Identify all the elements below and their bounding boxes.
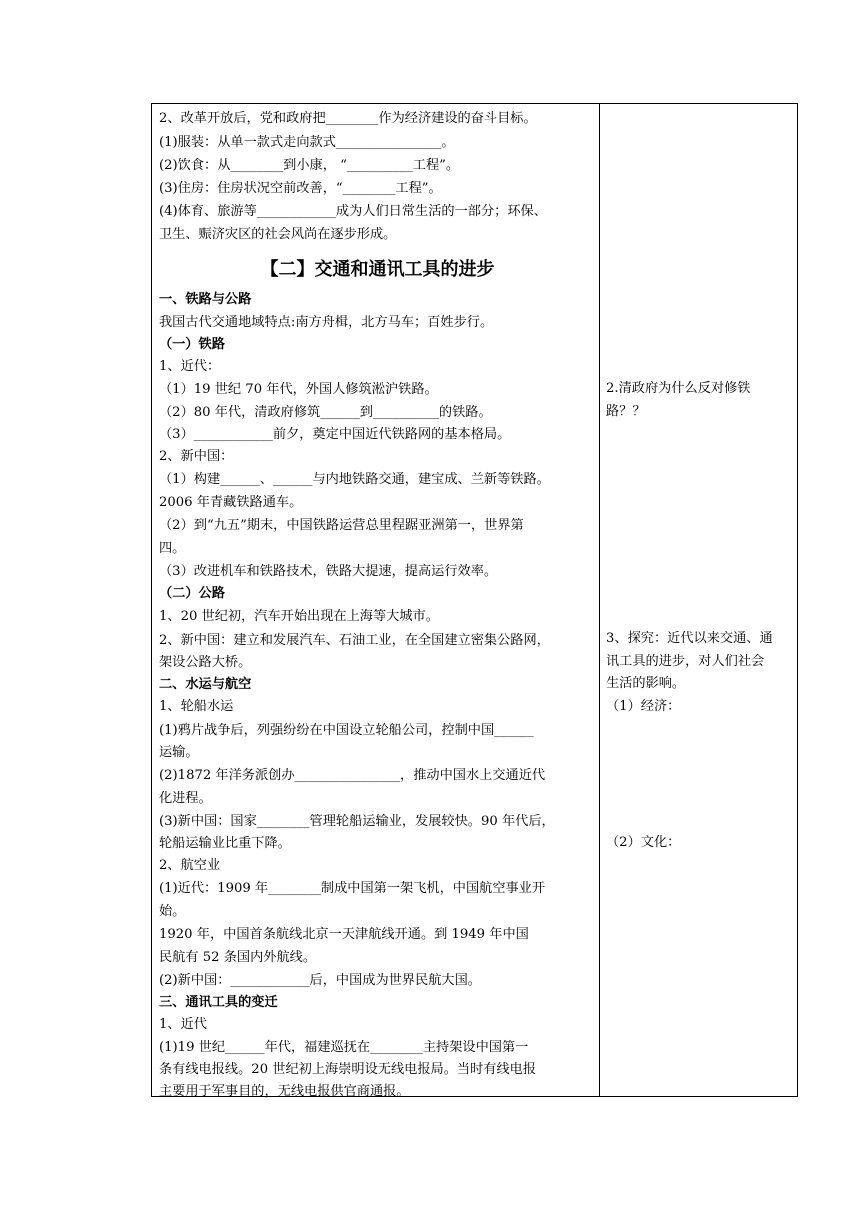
text-line: 架设公路大桥。 [159, 655, 252, 670]
text-line: 四。 [159, 541, 186, 556]
text-line: （2）到“九五”期末，中国铁路运营总里程踞亚洲第一，世界第 [159, 518, 524, 533]
text-line: （2）80 年代，清政府修筑______到__________的铁路。 [159, 405, 492, 420]
question-text: 路？？ [606, 404, 646, 419]
text-line: (3)新中国：国家________管理轮船运输业，发展较快。90 年代后， [159, 814, 555, 829]
column-divider [599, 104, 600, 1096]
text-line: (4)体育、旅游等____________成为人们日常生活的一部分；环保、 [159, 204, 547, 219]
text-line: 1、20 世纪初，汽车开始出现在上海等大城市。 [159, 609, 439, 624]
heading: 二、水运与航空 [159, 677, 252, 692]
text-line: （1）构建______、______与内地铁路交通，建宝成、兰新等铁路。 [159, 472, 550, 487]
text-line: 民航有 52 条国内外航线。 [159, 950, 317, 965]
text-line: 我国古代交通地域特点:南方舟楫，北方马车；百姓步行。 [159, 315, 494, 330]
text-line: 卫生、赈济灾区的社会风尚在逐步形成。 [159, 227, 397, 242]
answer-label-culture: （2）文化： [606, 835, 681, 850]
subheading: （一）铁路 [159, 337, 225, 352]
text-line: 2006 年青藏铁路通车。 [159, 495, 303, 510]
text-line: (1)近代：1909 年________制成中国第一架飞机，中国航空事业开 [159, 881, 546, 896]
text-line: (1)服装：从单一款式走向款式________________。 [159, 135, 455, 150]
text-line: (1)鸦片战争后，列强纷纷在中国设立轮船公司，控制中国______ [159, 723, 534, 738]
text-line: 主要用于军事目的，无线电报供官商通报。 [159, 1084, 410, 1099]
text-line: （1）19 世纪 70 年代，外国人修筑淞沪铁路。 [159, 382, 438, 397]
text-line: 化进程。 [159, 791, 212, 806]
question-text: 3、探究：近代以来交通、通 [606, 631, 773, 646]
heading: 三、通讯工具的变迁 [159, 995, 278, 1010]
text-line: (1)19 世纪______年代，福建巡抚在________主持架设中国第一 [159, 1040, 529, 1055]
text-line: (2)新中国：____________后，中国成为世界民航大国。 [159, 973, 481, 988]
text-line: 运输。 [159, 745, 199, 760]
text-line: 2、改革开放后，党和政府把________作为经济建设的奋斗目标。 [159, 111, 537, 126]
question-text: 2.清政府为什么反对修铁 [606, 381, 751, 396]
text-line: 条有线电报线。20 世纪初上海崇明设无线电报局。当时有线电报 [159, 1062, 537, 1077]
text-line: (2)1872 年洋务派创办________________，推动中国水上交通近代 [159, 768, 546, 783]
text-line: 轮船运输业比重下降。 [159, 836, 291, 851]
worksheet-table [151, 103, 798, 1097]
text-line: 2、航空业 [159, 858, 221, 873]
text-line: 1、近代 [159, 1017, 207, 1032]
text-line: (2)饮食：从________到小康， “__________工程”。 [159, 158, 460, 173]
text-line: （3）____________前夕，奠定中国近代铁路网的基本格局。 [159, 427, 511, 442]
text-line: 2、新中国： [159, 449, 234, 464]
question-text: 讯工具的进步，对人们社会 [606, 654, 765, 669]
text-line: (3)住房：住房状况空前改善，“________工程”。 [159, 181, 442, 196]
section-title: 【二】交通和通讯工具的进步 [260, 259, 495, 280]
text-line: 1920 年，中国首条航线北京一天津航线开通。到 1949 年中国 [159, 927, 529, 942]
text-line: （3）改进机车和铁路技术，铁路大提速，提高运行效率。 [159, 564, 498, 579]
text-line: 1、近代： [159, 359, 221, 374]
question-text: 生活的影响。 [606, 676, 686, 691]
text-line: 2、新中国：建立和发展汽车、石油工业，在全国建立密集公路网， [159, 633, 550, 648]
subheading: （二）公路 [159, 586, 225, 601]
text-line: 1、轮船水运 [159, 699, 234, 714]
text-line: 始。 [159, 904, 186, 919]
answer-label-economy: （1）经济： [606, 699, 681, 714]
heading: 一、铁路与公路 [159, 292, 252, 307]
